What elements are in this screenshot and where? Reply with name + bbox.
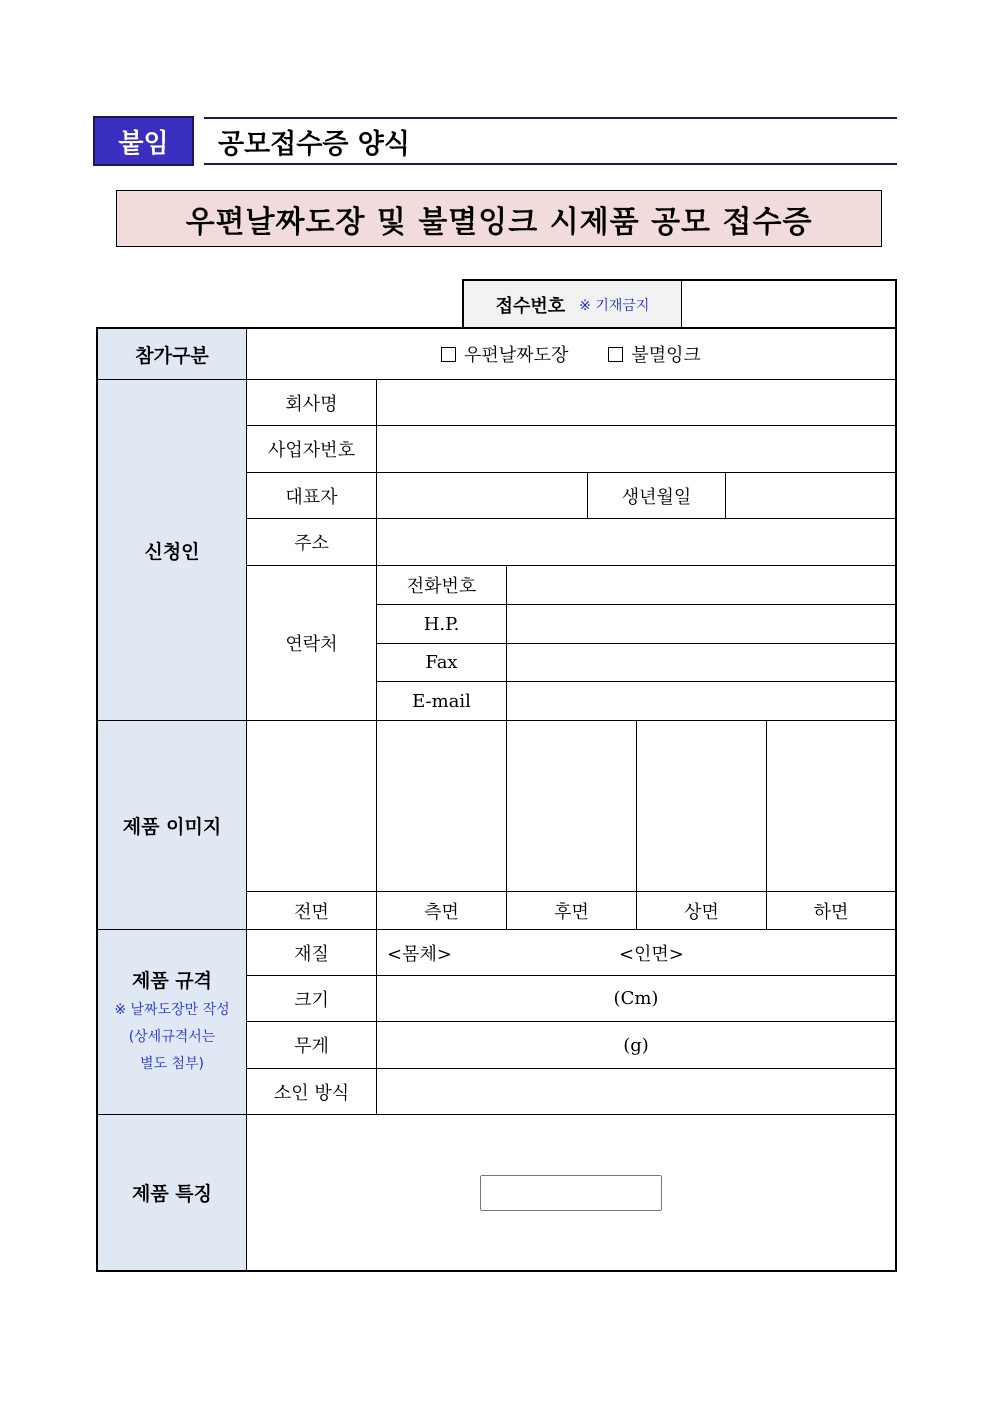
divider [376,643,895,644]
section-title: 공모접수증 양식 [218,128,410,160]
divider [246,1021,895,1022]
fax-label: Fax [425,652,458,673]
size-label: 크기 [294,989,329,1011]
divider [98,379,895,380]
option-indelible-ink-label: 불멸잉크 [631,345,701,366]
divider [246,518,895,519]
image-slot-top[interactable] [637,721,766,891]
divider [98,720,895,721]
representative-input[interactable] [377,472,587,519]
birthdate-label: 생년월일 [621,486,692,508]
phone-input[interactable] [507,565,895,605]
receipt-number-label: 접수번호 [495,296,566,317]
applicant-header [98,380,246,720]
header-bottom-rule [204,163,897,165]
contact-label: 연락처 [285,634,338,655]
divider [376,380,377,1114]
weight-field[interactable] [377,1022,895,1068]
birthdate-field[interactable] [726,473,895,518]
birthdate-input[interactable] [726,472,895,519]
biz-no-input[interactable] [377,425,895,473]
receipt-number-field[interactable] [682,281,895,329]
view-label-top: 상면 [684,901,719,923]
view-label-back: 후면 [554,901,589,923]
material-face-label: <인면> [618,943,684,965]
divider [766,720,767,929]
option-indelible-ink[interactable] [608,341,701,367]
checkbox-date-stamp[interactable] [441,347,456,362]
divider [246,1068,895,1069]
representative-label: 대표자 [285,486,338,508]
option-date-stamp-label: 우편날짜도장 [464,345,569,366]
image-slot-back[interactable] [507,721,636,891]
weight-label: 무게 [294,1036,329,1057]
weight-unit: (g) [623,1034,649,1056]
view-label-front: 전면 [294,901,329,923]
category-label: 참가구분 [135,344,209,367]
attachment-badge: 붙임 [93,116,194,166]
image-slot-bottom[interactable] [767,721,895,891]
form-title: 우편날짜도장 및 불멸잉크 시제품 공모 접수증 [116,190,882,247]
divider [246,975,895,976]
option-date-stamp[interactable] [441,341,568,367]
biz-no-label: 사업자번호 [268,440,355,461]
email-input[interactable] [507,681,895,721]
divider [98,929,895,930]
stamping-method-field[interactable] [377,1069,895,1114]
phone-field[interactable] [507,566,895,604]
features-header [98,1115,246,1270]
hp-input[interactable] [507,604,895,644]
divider [246,329,247,1270]
image-slot-side[interactable] [377,721,506,891]
features-textarea[interactable] [480,1175,662,1211]
divider [246,891,895,892]
checkbox-indelible-ink[interactable] [608,347,623,362]
features-field[interactable] [247,1115,895,1270]
hp-label: H.P. [423,613,460,635]
spec-note-line2: (상세규격서는 [128,1029,216,1045]
phone-label: 전화번호 [406,576,477,597]
email-field[interactable] [507,682,895,720]
divider [636,720,637,929]
application-form-table [96,327,897,1272]
product-image-header [98,721,246,929]
divider [376,681,895,682]
material-field[interactable] [377,930,895,975]
receipt-number-input[interactable] [682,281,899,331]
biz-no-field[interactable] [377,426,895,472]
company-label: 회사명 [285,393,338,415]
material-body-label: <몸체> [387,943,452,965]
divider [246,565,895,566]
stamping-method-input[interactable] [377,1068,895,1115]
divider [376,604,895,605]
size-field[interactable] [377,976,895,1021]
address-input[interactable] [377,518,895,566]
divider [587,472,588,518]
receipt-number-box [462,279,897,329]
features-label: 제품 특징 [131,1183,213,1205]
divider [246,472,895,473]
spec-label: 제품 규격 [131,970,213,992]
material-label: 재질 [294,943,329,965]
receipt-number-label-cell [464,281,682,329]
company-field[interactable] [377,380,895,425]
view-label-side: 측면 [424,901,459,923]
fax-field[interactable] [507,644,895,681]
applicant-label: 신청인 [144,540,200,563]
spec-note-line1: ※ 날짜도장만 작성 [114,1002,230,1018]
image-slot-front[interactable] [247,721,376,891]
product-image-label: 제품 이미지 [122,815,222,838]
header-top-rule [204,117,897,119]
divider [246,425,895,426]
category-options [247,329,895,379]
divider [506,565,507,929]
email-label: E-mail [412,690,471,712]
spec-header [98,930,246,1114]
fax-input[interactable] [507,643,895,682]
stamping-method-label: 소인 방식 [273,1082,350,1104]
divider [725,472,726,518]
representative-field[interactable] [377,473,587,518]
category-header [98,329,246,379]
size-unit: (Cm) [613,988,659,1009]
address-field[interactable] [377,519,895,565]
receipt-number-note: ※ 기재금지 [579,298,650,314]
divider [98,1114,895,1115]
spec-note-line3: 별도 첨부) [139,1056,204,1072]
company-input[interactable] [377,379,895,426]
address-label: 주소 [294,533,329,554]
hp-field[interactable] [507,605,895,643]
view-label-bottom: 하면 [813,901,849,923]
